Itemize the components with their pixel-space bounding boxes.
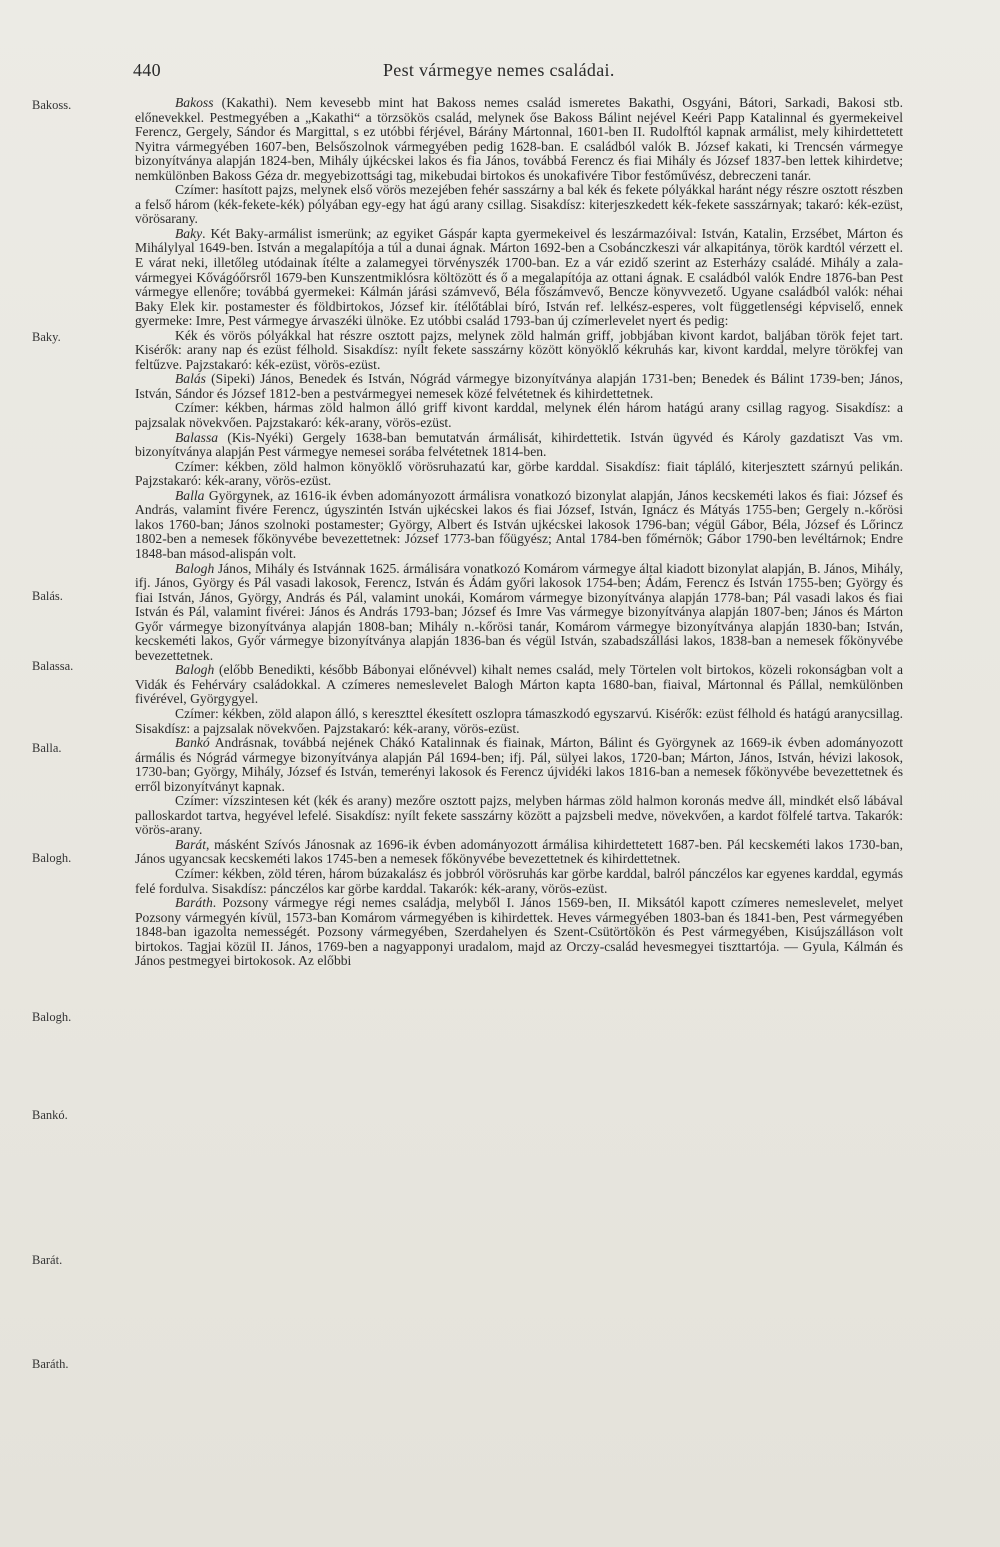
paragraph-barat: Barát, másként Szívós Jánosnak az 1696-ik évben adományozott ármálisa kihirdettetett 1687-ben. Pál kecskeméti lakos 1730-ban, János ugyancsak kecskeméti lakos 1745-ben a nemesek főkönyvébe bevezettetnek és kihirdettetnek. [135, 836, 903, 867]
body-text [135, 96, 903, 969]
margin-label-balogh-1: Balogh. [32, 851, 72, 865]
margin-label-baky: Baky. [32, 330, 61, 344]
margin-label-barath: Baráth. [32, 1357, 69, 1371]
paragraph-barat-coat-of-arms: Czímer: kékben, zöld téren, három búzakalász és jobbról vörösruhás kar görbe karddal, balról pánczélos kar egyenes karddal, egymás felé fordulva. Sisakdísz: pánczélos kar görbe karddal. Takarók: kék-arany, vörös-ezüst. [135, 865, 903, 896]
paragraph-bakoss: Bakoss (Kakathi). Nem kevesebb mint hat Bakoss nemes család ismeretes Bakathi, Osgyáni, Bátori, Sarkadi, Bakosi stb. előnevekkel. Pestmegyében a „Kakathi“ a törzsökös család, melynek őse Bakoss Bálint nejével Keéri Papp Katalinnal és gyermekeivel Ferencz, Gergely, Sándor és Margittal, s ez utóbbi férjével, Bárány Mártonnal, 1601-ben II. Rudolftól kapnak armálist, mely kihirdettetett Nyitra vármegyében 1607-ben, Belsőszolnok vármegyében pedig 1628-ban. E családból valók B. József kakati, ki Trencsén vármegye bizonyítványa alapján 1824-ben, Mihály újkécskei lakos és fia János, továbbá Ferencz és fiai Mihály és József 1837-ben lettek kihirdetve; nemkülönben Bakoss Géza dr. megyebizottsági tag, mikebudai birtokos és unokafivére Tibor festőművész, debreczeni tanár. [135, 95, 903, 183]
paragraph-balogh-coat-of-arms: Czímer: kékben, zöld alapon álló, s kereszttel ékesített oszlopra támaszkodó egyszarvú. Kisérők: ezüst félhold és hatágú aranycsillag. Sisakdísz: a pajzsalak növekvően. Pajzstakaró: kék-arany, vörös-ezüst. [135, 705, 903, 736]
margin-label-balla: Balla. [32, 741, 62, 755]
paragraph-banko-coat-of-arms: Czímer: vízszintesen két (kék és arany) mezőre osztott pajzs, melyben hármas zöld halmon koronás medve áll, mindkét első lábával palloskardot tartva, hegyével lefelé. Sisakdísz: nyílt fekete sasszárny között a pajzsbeli medve, növekvően, a kardot fölfelé tartva. Takarók: vörös-arany. [135, 793, 903, 838]
paragraph-balas: Balás (Sipeki) János, Benedek és István, Nógrád vármegye bizonyítványa alapján 1731-ben; Benedek és Bálint 1739-ben; János, István, Sándor és József 1812-ben a pestvármegyei nemesek közé felvétetnek és kihirdettetnek. [135, 371, 903, 401]
paragraph-balassa-coat-of-arms: Czímer: kékben, zöld halmon könyöklő vörösruhazatú kar, görbe karddal. Sisakdísz: fiait tápláló, kiterjesztett szárnyú pelikán. Pajzstakaró: kék-arany, vörös-ezüst. [135, 458, 903, 489]
paragraph-balogh-1: Balogh János, Mihály és Istvánnak 1625. ármálisára vonatkozó Komárom vármegye által kiadott bizonylat alapján, B. János, Mihály, ifj. János, György és Pál vasadi lakosok, Ferencz, István és Ádám győri lakosok 1754-ben; Ádám, Ferencz és István 1755-ben; György és fiai István, János, György, András és Pál, valamint unokái, Komárom vármegye bizonyítványa alapján 1778-ban; Pál vasadi lakos és fiai István és Pál, valamint fivérei: János és András 1793-ban; József és Imre Vas vármegye bizonyítványa alapján 1807-ben; János és Márton Győr vármegye bizonyítványa alapján 1808-ban; Mihály n.-kőrösi tanár, Komárom vármegye bizonyítványa alapján 1830-ban; István, kecskeméti lakos, Győr vármegye bizonyítványa alapján 1836-ban és végül István, szabadszállási lakos, 1838-ban a nemesek főkönyvébe bevezettetnek. [135, 560, 903, 663]
margin-label-banko: Bankó. [32, 1108, 68, 1122]
margin-label-barat: Barát. [32, 1253, 63, 1267]
paragraph-balla: Balla Györgynek, az 1616-ik évben adományozott ármálisra vonatkozó bizonylat alapján, János kecskeméti lakos és fiai: József és András, valamint fivére Ferencz, úgyszintén István ujkécskei lakos és fiai József, István, Ignácz és Mátyás 1755-ben; Gergely n.-kőrösi lakos 1760-ban; János szolnoki postamester; György, Albert és István ujkécskei lakosok 1796-ban; végül Gábor, Béla, József és Lőrincz 1802-ben a nemesek főkönyvébe bevezettetnek: József 1773-ban főügyész; Antal 1784-ben főmérnök; Gábor 1790-ben levéltárnok; Endre 1848-ban másod-alispán volt. [135, 487, 903, 561]
margin-label-balogh-2: Balogh. [32, 1010, 72, 1024]
paragraph-bakoss-coat-of-arms: Czímer: hasított pajzs, melynek első vörös mezejében fehér sasszárny a bal kék és fekete pólyákkal haránt négy részre osztott részben a felső három (kék-fekete-kék) pólyában egy-egy hat ágú arany csillag. Sisakdísz: kiterjeszkedett kék-fekete sasszárnyak; takaró: kék-ezüst, vörösarany. [135, 182, 903, 227]
paragraph-barath: Baráth. Pozsony vármegye régi nemes családja, melyből I. János 1569-ben, II. Miksától kapott czímeres nemeslevelet, melyet Pozsony vármegyén kívül, 1573-ban Komárom vármegyében is kihirdettek. Heves vármegyében 1803-ban és 1841-ben, Pest vármegyében 1848-ban igazolta nemességét. Pozsony vármegyében, Szerdahelyen és Szent-Csütörtökön és Pest vármegyében, Kisújszálláson volt birtokos. Tagjai közül II. János, 1769-ben a nagyapponyi uradalom, majd az Orczy-család hevesmegyei tiszttartója. — Gyula, Kálmán és János pestmegyei birtokosok. Az előbbi [135, 895, 903, 969]
margin-label-balas: Balás. [32, 589, 63, 603]
margin-label-bakoss: Bakoss. [32, 98, 72, 112]
paragraph-baky: Baky. Két Baky-armálist ismerünk; az egyiket Gáspár kapta gyermekeivel és leszármazóival: István, Katalin, Erzsébet, Márton és Mihálylyal 1649-ben. István a megalapítója a túl a dunai ágnak. Márton 1692-ben a Csobánczkeszi vár alkapitánya, török kardtól vérzett el. E várat neki, illetőleg utódainak ítélte a zalamegyei törvényszék 1700-ban. Ez a vár ezidő szerint az Esterházy családé. Mihály a zala-vármegyei Kővágóőrsről 1679-ben Kunszentmiklósra költözött és ő a megalapítója az ottani ágnak. E családból valók Endre 1876-ban Pest vármegye ellenőre; továbbá gyermekei: Kálmán járási számvevő, Béla főszámvevő, Bencze könyvvezető. Ugyane családból valók: néhai Baky Elek kir. postamester és földbirtokos, József kir. ítélőtáblai bíró, István ref. lelkész-esperes, volt függetlenségi képviselő, ennek gyermeke: Imre, Pest vármegye árvaszéki ülnöke. Ez utóbbi család 1793-ban új czímerlevelet nyert és pedig: [135, 225, 903, 329]
paragraph-banko: Bankó Andrásnak, továbbá nejének Chákó Katalinnak és fiainak, Márton, Bálint és Györgynek az 1669-ik évben adományozott ármális és Nógrád vármegye bizonyítványa alapján Pál 1694-ben; ifj. Pál, sülyei lakos, 1720-ban; Márton, János, István, hévizi lakosok, 1730-ban; György, Mihály, József és István, temerényi lakosok és Ferencz újvidéki lakos 1816-ban a nemesek főkönyvébe bevezettetnek és erről bizonyítványt kapnak. [135, 735, 903, 794]
page-number: 440 [133, 60, 161, 80]
margin-label-balassa: Balassa. [32, 659, 74, 673]
paragraph-balogh-2: Balogh (előbb Benedikti, később Bábonyai előnévvel) kihalt nemes család, mely Törtelen volt birtokos, közeli rokonságban volt a Vidák és Fehérváry családokkal. A czímeres nemeslevelet Balogh Márton kapta 1680-ban, fiaival, Mártonnal és Pállal, nemkülönben fivérével, Györgygyel. [135, 662, 903, 707]
paragraph-baky-coat-of-arms: Kék és vörös pólyákkal hat részre osztott pajzs, melynek zöld halmán griff, jobbjában kivont kardot, baljában török fejet tart. Kisérők: arany nap és ezüst félhold. Sisakdísz: nyílt fekete sasszárny között könyöklő kékruhás kar, kivont karddal, melyre törökfej van feltűzve. Pajzstakaró: kék-ezüst, vörös-ezüst. [135, 327, 903, 372]
paragraph-balassa: Balassa (Kis-Nyéki) Gergely 1638-ban bemutatván ármálisát, kihirdettetik. István ügyvéd és Károly gazdatiszt Vas vm. bizonyítványa alapján Pest vármegye nemesei sorába felvétetnek 1814-ben. [135, 429, 903, 460]
page-title: Pest vármegye nemes családai. [383, 60, 615, 80]
paragraph-balas-coat-of-arms: Czímer: kékben, hármas zöld halmon álló griff kivont karddal, melynek élén három hatágú arany csillag ragyog. Sisakdísz: a pajzsalak növekvően. Pajzstakaró: kék-arany, vörös-ezüst. [135, 400, 903, 431]
